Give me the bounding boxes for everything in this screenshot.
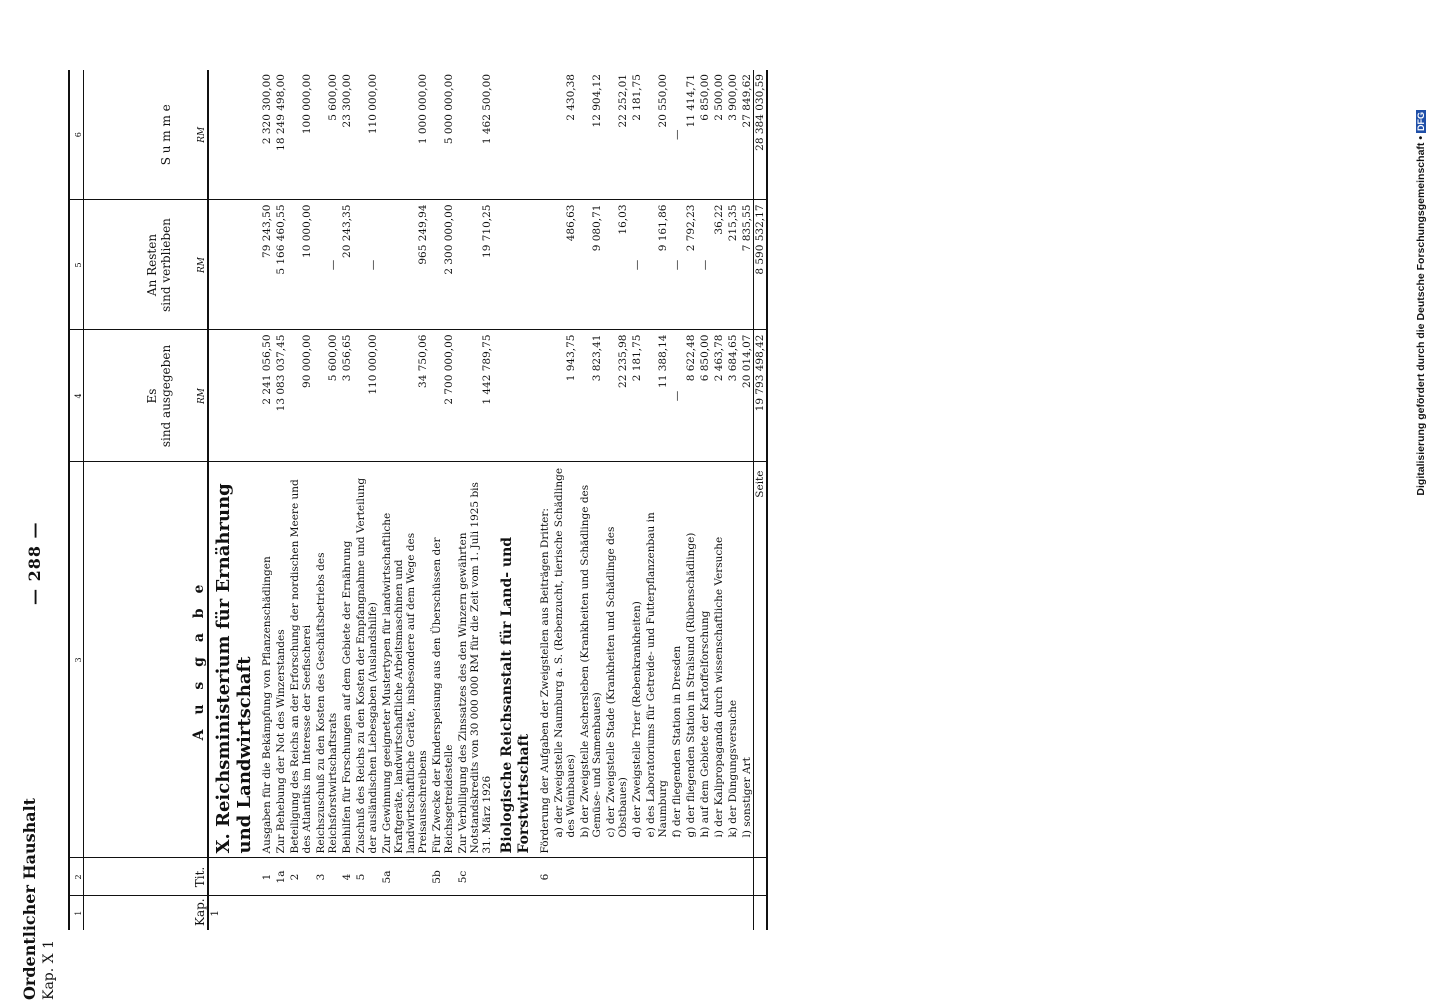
reste-header-line2: sind verblieben — [159, 218, 173, 312]
tit-cell: 5 — [353, 858, 379, 896]
ausgegeben-cell: 6 850,00 — [697, 330, 711, 462]
ausgegeben-cell: 5 600,00 — [313, 330, 339, 462]
tit-cell: 2 — [287, 858, 313, 896]
tit-cell: 6 — [537, 858, 551, 896]
tit-cell: 5a — [379, 858, 429, 896]
reste-cell: 5 166 460,55 — [273, 200, 287, 330]
reste-cell: — — [629, 200, 643, 330]
reste-cell: 10 000,00 — [287, 200, 313, 330]
description-cell: h) auf dem Gebiete der Kartoffelforschung — [697, 462, 711, 858]
summe-cell: — — [669, 70, 683, 200]
section-roman: X. — [213, 833, 234, 854]
ausgegeben-cell: 3 056,65 — [339, 330, 353, 462]
reste-cell: — — [697, 200, 711, 330]
summe-cell: 2 430,38 — [551, 70, 577, 200]
digitization-note-text — [1415, 110, 1434, 890]
ausgegeben-cell: 11 388,14 — [643, 330, 669, 462]
reste-cell: 215,35 — [725, 200, 739, 330]
empty-cell — [208, 70, 259, 200]
kap-cell — [287, 896, 313, 930]
tit-cell — [669, 858, 683, 896]
reste-cell: 20 243,35 — [339, 200, 353, 330]
table-row — [429, 70, 455, 930]
kap-cell — [577, 896, 603, 930]
tit-cell — [711, 858, 725, 896]
summe-cell: 3 900,00 — [725, 70, 739, 200]
summe-cell: 11 414,71 — [683, 70, 697, 200]
column-number: 6 — [69, 70, 83, 200]
ausgegeben-cell: 2 181,75 — [629, 330, 643, 462]
reste-cell: — — [313, 200, 339, 330]
item-row — [603, 70, 629, 930]
item-row — [577, 70, 603, 930]
tit-cell — [683, 858, 697, 896]
summe-cell: 1 000 000,00 — [379, 70, 429, 200]
description-cell: d) der Zweigstelle Trier (Rebenkrankheiten) — [629, 462, 643, 858]
section-kap: 1 — [209, 909, 221, 917]
description-cell: g) der fliegenden Station in Stralsund (Rübenschädlinge) — [683, 462, 697, 858]
item-row — [551, 70, 577, 930]
subsection-row — [493, 70, 537, 930]
tit-cell: 5b — [429, 858, 455, 896]
reste-cell: 486,63 — [551, 200, 577, 330]
dfg-logo: DFG — [1416, 112, 1426, 131]
column-number-row — [69, 70, 83, 930]
ausgegeben-cell: 2 463,78 — [711, 330, 725, 462]
reste-cell: 19 710,25 — [455, 200, 493, 330]
ausgegeben-header — [83, 330, 208, 462]
page-total-summe: 28 384 030,59 — [754, 70, 768, 200]
summe-cell: 2 500,00 — [711, 70, 725, 200]
kap-cell — [643, 896, 669, 930]
ausgegeben-cell: 22 235,98 — [603, 330, 629, 462]
tit-cell — [643, 858, 669, 896]
tit-cell: 3 — [313, 858, 339, 896]
page-total-ausgegeben: 19 793 498,42 — [754, 330, 768, 462]
description-cell: Zur Behebung der Not des Winzerstandes — [273, 462, 287, 858]
ausgegeben-cell: 1 943,75 — [551, 330, 577, 462]
ausgegeben-header-line2: sind ausgegeben — [159, 344, 173, 448]
empty-cell — [208, 330, 259, 462]
kap-cell — [683, 896, 697, 930]
tit-cell — [754, 858, 768, 896]
tit-cell — [739, 858, 754, 896]
empty-cell — [537, 70, 551, 200]
kap-cell — [537, 896, 551, 930]
digitization-note — [1415, 0, 1434, 1000]
table-row — [339, 70, 353, 930]
tit-cell: 5c — [455, 858, 493, 896]
reste-header — [83, 200, 208, 330]
budget-title: Ordentlicher Haushalt — [20, 797, 39, 1000]
tit-cell — [493, 858, 537, 896]
item-row — [711, 70, 725, 930]
ausgegeben-cell: — — [669, 330, 683, 462]
page-number: — 288 — — [25, 521, 44, 605]
summe-cell: 27 849,62 — [739, 70, 754, 200]
ledger-body — [208, 70, 767, 930]
kap-cell — [455, 896, 493, 930]
empty-cell — [493, 70, 537, 200]
kap-cell — [711, 896, 725, 930]
empty-cell — [537, 200, 551, 330]
page-header — [20, 798, 57, 1000]
description-cell: Zur Verbilligung des Zinssatzes des den Winzern gewährten Notstandskredits von 30 000 000 RM für die Zeit vom 1. Juli 1925 bis 31. März 1926 — [455, 462, 493, 858]
ausgegeben-header-line1: Es — [145, 388, 159, 404]
page-total-label: Seite — [754, 462, 768, 858]
reste-cell: 79 243,50 — [259, 200, 273, 330]
tit-cell: 4 — [339, 858, 353, 896]
subsection-title: Biologische Reichsanstalt für Land- und Forstwirtschaft — [493, 462, 537, 858]
table-row — [455, 70, 493, 930]
reste-cell: 2 300 000,00 — [429, 200, 455, 330]
reste-cell: — — [669, 200, 683, 330]
description-cell: k) der Düngungsversuche — [725, 462, 739, 858]
item-row — [683, 70, 697, 930]
column-number: 3 — [69, 462, 83, 858]
table-row — [259, 70, 273, 930]
reste-header-line1: An Resten — [145, 233, 159, 297]
description-cell: Reichszuschuß zu den Kosten des Geschäftsbetriebs des Reichsforstwirtschaftsrats — [313, 462, 339, 858]
ausgegeben-cell: 90 000,00 — [287, 330, 313, 462]
description-cell: Förderung der Aufgaben der Zweigstellen aus Beiträgen Dritter: — [537, 462, 551, 858]
budget-ledger-table — [68, 70, 768, 930]
summe-cell: 5 000 000,00 — [429, 70, 455, 200]
ausgegeben-cell: 34 750,06 — [379, 330, 429, 462]
empty-cell — [537, 330, 551, 462]
description-cell: Beteiligung des Reichs an der Erforschung der nordischen Meere und des Atlantiks im Interesse der Seefischerei — [287, 462, 313, 858]
table-row — [313, 70, 339, 930]
tit-cell — [629, 858, 643, 896]
tit-header: Tit. — [83, 858, 208, 896]
kap-cell — [339, 896, 353, 930]
reste-cell: 9 080,71 — [577, 200, 603, 330]
summe-cell: 1 462 500,00 — [455, 70, 493, 200]
item-row — [739, 70, 754, 930]
table-row — [273, 70, 287, 930]
ausgegeben-cell: 110 000,00 — [353, 330, 379, 462]
description-cell: Zur Gewinnung geeigneter Mustertypen für landwirtschaftliche Kraftgeräte, landwirtschaftliche Arbeitsmaschinen und landwirtschaftliche Geräte, insbesondere auf dem Wege des Preisausschreibens — [379, 462, 429, 858]
section-name: Reichsministerium für Ernährung und Landwirtschaft — [213, 483, 255, 854]
summe-cell: 5 600,00 — [313, 70, 339, 200]
ausgegeben-cell: 20 014,07 — [739, 330, 754, 462]
kap-cell — [551, 896, 577, 930]
summe-cell: 12 904,12 — [577, 70, 603, 200]
summe-cell: 20 550,00 — [643, 70, 669, 200]
reste-cell: 7 835,55 — [739, 200, 754, 330]
summe-header — [83, 70, 208, 200]
table-row — [379, 70, 429, 930]
reste-cell: 2 792,23 — [683, 200, 697, 330]
dfg-credit: Digitalisierung gefördert durch die Deutsche Forschungsgemeinschaft • — [1415, 136, 1427, 496]
kap-cell — [273, 896, 287, 930]
summe-cell: 18 249 498,00 — [273, 70, 287, 200]
table-row — [353, 70, 379, 930]
ausgegeben-cell: 1 442 789,75 — [455, 330, 493, 462]
reste-cell: 965 249,94 — [379, 200, 429, 330]
description-cell: e) des Laboratoriums für Getreide- und Futterpflanzenbau in Naumburg — [643, 462, 669, 858]
kap-cell — [725, 896, 739, 930]
tit-cell — [603, 858, 629, 896]
unit-label: RM — [197, 126, 207, 143]
description-cell: c) der Zweigstelle Stade (Krankheiten und Schädlinge des Obstbaues) — [603, 462, 629, 858]
kap-cell — [259, 896, 273, 930]
description-cell: Für Zwecke der Kinderspeisung aus den Überschüssen der Reichsgetreidestelle — [429, 462, 455, 858]
kap-cell — [697, 896, 711, 930]
summe-cell: 6 850,00 — [697, 70, 711, 200]
item-row — [725, 70, 739, 930]
description-cell: Ausgaben für die Bekämpfung von Pflanzenschädlingen — [259, 462, 273, 858]
kap-cell — [493, 896, 537, 930]
kap-cell — [739, 896, 754, 930]
item-row — [629, 70, 643, 930]
ausgegeben-cell: 13 083 037,45 — [273, 330, 287, 462]
table-row — [537, 70, 551, 930]
ausgabe-header: A u s g a b e — [83, 462, 208, 858]
reste-cell: — — [353, 200, 379, 330]
section-title — [208, 462, 259, 858]
ausgegeben-cell: 3 823,41 — [577, 330, 603, 462]
page-total-reste: 8 590 532,17 — [754, 200, 768, 330]
kap-cell — [629, 896, 643, 930]
kap-cell — [754, 896, 768, 930]
unit-label: RM — [197, 388, 207, 404]
section-tit — [208, 858, 259, 896]
table-row — [287, 70, 313, 930]
column-number: 4 — [69, 330, 83, 462]
kap-cell — [379, 896, 429, 930]
empty-cell — [493, 200, 537, 330]
kap-cell — [313, 896, 339, 930]
reste-cell: 36,22 — [711, 200, 725, 330]
unit-label: RM — [197, 257, 207, 273]
description-cell: f) der fliegenden Station in Dresden — [669, 462, 683, 858]
ausgegeben-cell: 3 684,65 — [725, 330, 739, 462]
tit-cell — [577, 858, 603, 896]
kap-cell — [669, 896, 683, 930]
tit-cell — [725, 858, 739, 896]
item-row — [643, 70, 669, 930]
reste-cell: 16,03 — [603, 200, 629, 330]
column-number: 1 — [69, 896, 83, 930]
summe-header-label: S u m m e — [159, 104, 173, 166]
section-row — [208, 70, 259, 930]
summe-cell: 22 252,01 — [603, 70, 629, 200]
ausgegeben-cell: 2 241 056,50 — [259, 330, 273, 462]
summe-cell: 2 320 300,00 — [259, 70, 273, 200]
tit-cell: 1 — [259, 858, 273, 896]
ausgegeben-cell: 2 700 000,00 — [429, 330, 455, 462]
description-cell: Beihilfen für Forschungen auf dem Gebiete der Ernährung — [339, 462, 353, 858]
tit-cell — [551, 858, 577, 896]
tit-cell — [697, 858, 711, 896]
reste-cell: 9 161,86 — [643, 200, 669, 330]
summe-cell: 100 000,00 — [287, 70, 313, 200]
kap-cell — [429, 896, 455, 930]
kap-header: Kap. — [83, 896, 208, 930]
page-total-row — [754, 70, 768, 930]
column-header-row — [83, 70, 208, 930]
item-row — [669, 70, 683, 930]
kap-cell — [353, 896, 379, 930]
summe-cell: 2 181,75 — [629, 70, 643, 200]
kap-cell — [603, 896, 629, 930]
description-cell: l) sonstiger Art — [739, 462, 754, 858]
item-row — [697, 70, 711, 930]
description-cell: a) der Zweigstelle Naumburg a. S. (Rebenzucht, tierische Schädlinge des Weinbaues) — [551, 462, 577, 858]
tit-cell: 1a — [273, 858, 287, 896]
chapter-label: Kap. X 1 — [41, 940, 57, 1000]
empty-cell — [208, 200, 259, 330]
ausgegeben-cell: 8 622,48 — [683, 330, 697, 462]
description-cell: i) der Kalipropaganda durch wissenschaftliche Versuche — [711, 462, 725, 858]
empty-cell — [493, 330, 537, 462]
column-number: 2 — [69, 858, 83, 896]
column-number: 5 — [69, 200, 83, 330]
description-cell: b) der Zweigstelle Aschersleben (Krankheiten und Schädlinge des Gemüse- und Samenbaues) — [577, 462, 603, 858]
summe-cell: 23 300,00 — [339, 70, 353, 200]
summe-cell: 110 000,00 — [353, 70, 379, 200]
description-cell: Zuschuß des Reichs zu den Kosten der Empfangnahme und Verteilung der ausländischen Liebesgaben (Auslandshilfe) — [353, 462, 379, 858]
